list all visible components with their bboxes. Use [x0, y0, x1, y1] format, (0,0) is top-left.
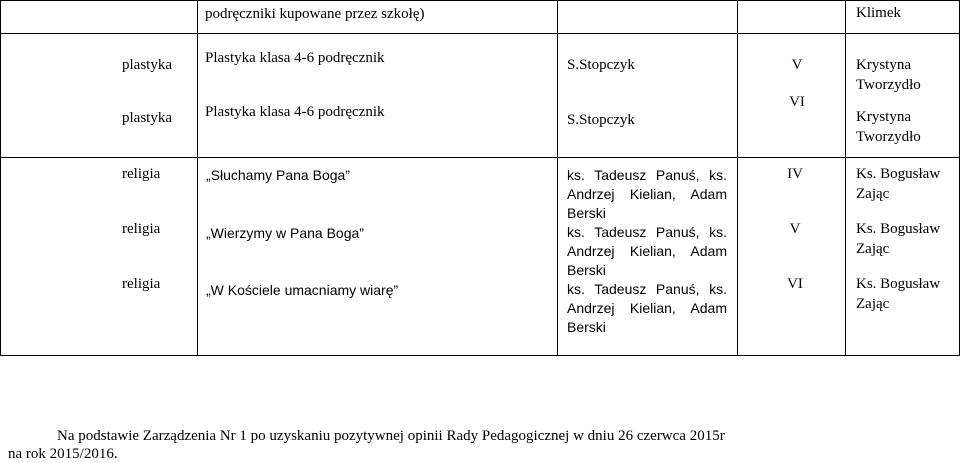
- row-divider: [0, 33, 960, 34]
- column-divider: [557, 0, 558, 356]
- column-divider: [197, 0, 198, 356]
- row-divider: [0, 157, 960, 158]
- publisher-cell: ks. Tadeusz Panuś, ks. Andrzej Kielian, Adam Berski: [567, 281, 727, 335]
- title-cell: Plastyka klasa 4-6 podręcznik: [205, 104, 385, 120]
- class-cell: V: [791, 57, 803, 73]
- title-cell: „Wierzymy w Pana Boga”: [206, 225, 364, 241]
- publisher-cell: S.Stopczyk: [567, 112, 635, 128]
- column-divider: [0, 0, 1, 356]
- subject-cell: religia: [122, 166, 161, 182]
- table-border-top: [0, 0, 960, 1]
- teacher-cell: Krystyna Tworzydło: [856, 109, 921, 145]
- publisher-cell: ks. Tadeusz Panuś, ks. Andrzej Kielian, Adam Berski: [567, 167, 727, 221]
- header-note: podręczniki kupowane przez szkołę): [205, 6, 425, 22]
- row-divider: [0, 355, 960, 356]
- teacher-cell: Ks. Bogusław Zając: [856, 166, 941, 202]
- subject-cell: religia: [122, 221, 161, 237]
- class-cell: VI: [789, 94, 805, 110]
- header-author: Klimek: [856, 5, 901, 21]
- title-cell: „Słuchamy Pana Boga”: [206, 167, 350, 183]
- teacher-cell: Krystyna Tworzydło: [856, 57, 921, 93]
- footer-line-2: na rok 2015/2016.: [8, 446, 118, 462]
- publisher-cell: ks. Tadeusz Panuś, ks. Andrzej Kielian, Adam Berski: [567, 224, 727, 278]
- title-cell: „W Kościele umacniamy wiarę”: [206, 282, 399, 298]
- subject-cell: plastyka: [122, 110, 172, 126]
- column-divider: [845, 0, 846, 356]
- subject-cell: religia: [122, 276, 161, 292]
- teacher-cell: Ks. Bogusław Zając: [856, 276, 941, 312]
- class-cell: IV: [787, 166, 803, 182]
- column-divider: [737, 0, 738, 356]
- footer-line-1: Na podstawie Zarządzenia Nr 1 po uzyskaniu pozytywnej opinii Rady Pedagogicznej w dniu 26 czerwca 2015r: [57, 428, 725, 444]
- subject-cell: plastyka: [122, 57, 172, 73]
- class-cell: VI: [787, 276, 803, 292]
- title-cell: Plastyka klasa 4-6 podręcznik: [205, 50, 385, 66]
- publisher-cell: S.Stopczyk: [567, 57, 635, 73]
- class-cell: V: [789, 221, 801, 237]
- teacher-cell: Ks. Bogusław Zając: [856, 221, 941, 257]
